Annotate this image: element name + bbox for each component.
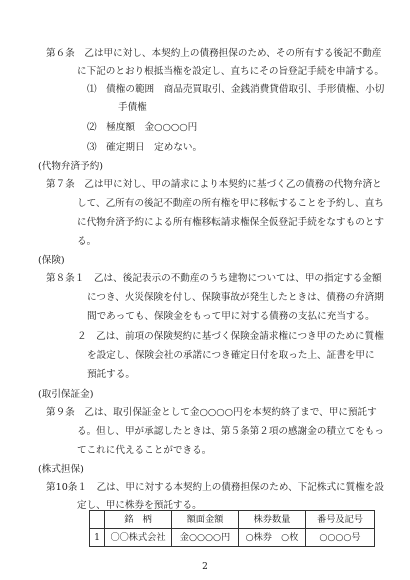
article-10-line-1: 第10条１ 乙は、甲に対する本契約上の債務担保のため、下記株式に質権を設 [46, 482, 385, 493]
table-header-cell: 額面金額 [172, 511, 239, 529]
article-9-line-3: てこれに代えることができる。 [77, 445, 212, 456]
article-8-para-2-line-1: ２ 乙は、前項の保険契約に基づく保険金請求権につき甲のために質権 [77, 331, 384, 342]
article-6-item-3: ⑶ 確定期日 定めない。 [87, 142, 203, 153]
table-cell: 〇〇株式会社 [105, 529, 172, 547]
table-header-row [90, 511, 375, 529]
article-10-heading: (株式担保) [38, 464, 84, 475]
article-6-line-2: に下記のとおり根抵当権を設定し、直ちにその旨登記手続を申請する。 [77, 66, 384, 77]
table-cell: 1 [90, 529, 105, 547]
table-cell: 金○○○○円 [172, 529, 239, 547]
table-header-cell [90, 511, 105, 529]
article-7-line-2: して、乙所有の後記不動産の所有権を甲に移転することを予約し、直ち [77, 198, 384, 209]
article-7-line-3: に代物弁済予約による所有権移転請求権保全仮登記手続をなすものとす [77, 217, 384, 228]
table-row [90, 529, 375, 547]
table-header-cell: 番号及記号 [306, 511, 375, 529]
article-8-line-2: につき、火災保険を付し、保険事故が発生したときは、債務の弁済期 [87, 292, 384, 303]
article-9-line-1: 第９条 乙は、取引保証金として金○○○○円を本契約終了まで、甲に預託す [46, 407, 377, 418]
article-9-line-2: る。但し、甲が承認したときは、第５条第２項の感謝金の積立てをもっ [77, 426, 384, 437]
page-number: 2 [202, 562, 208, 572]
article-8-line-1: 第８条１ 乙は、後記表示の不動産のうち建物については、甲の指定する金額 [46, 273, 382, 284]
article-9-heading: (取引保証金) [38, 389, 94, 400]
article-7-heading: (代物弁済予約) [38, 161, 104, 172]
article-6-item-1-cont: 手債権 [118, 102, 147, 113]
table-header-cell: 株券数量 [239, 511, 306, 529]
table-header-cell: 銘 柄 [105, 511, 172, 529]
article-8-line-3: 間であっても、保険金をもって甲に対する債務の支払に充当する。 [87, 311, 375, 322]
table-cell: ○○○○号 [306, 529, 375, 547]
table-cell: ○株券 ○枚 [239, 529, 306, 547]
article-8-heading: (保険) [38, 255, 65, 266]
article-7-line-1: 第７条 乙は甲に対し、甲の請求により本契約に基づく乙の債務の代物弁済と [46, 179, 382, 190]
article-8-para-2-line-3: 預託する。 [87, 369, 135, 380]
article-6-line-1: 第６条 乙は甲に対し、本契約上の債務担保のため、その所有する後記不動産 [46, 48, 382, 59]
shares-table [89, 510, 375, 547]
article-6-item-2: ⑵ 極度額 金○○○○円 [87, 122, 198, 133]
article-7-line-4: る。 [77, 236, 97, 247]
article-6-item-1: ⑴ 債権の範囲 商品売買取引、金銭消費貸借取引、手形債権、小切 [87, 84, 385, 95]
article-8-para-2-line-2: を設定し、保険会社の承諾につき確定日付を取った上、証書を甲に [87, 350, 375, 361]
article-10-line-2: 定し、甲に株券を預託する。 [77, 500, 202, 511]
